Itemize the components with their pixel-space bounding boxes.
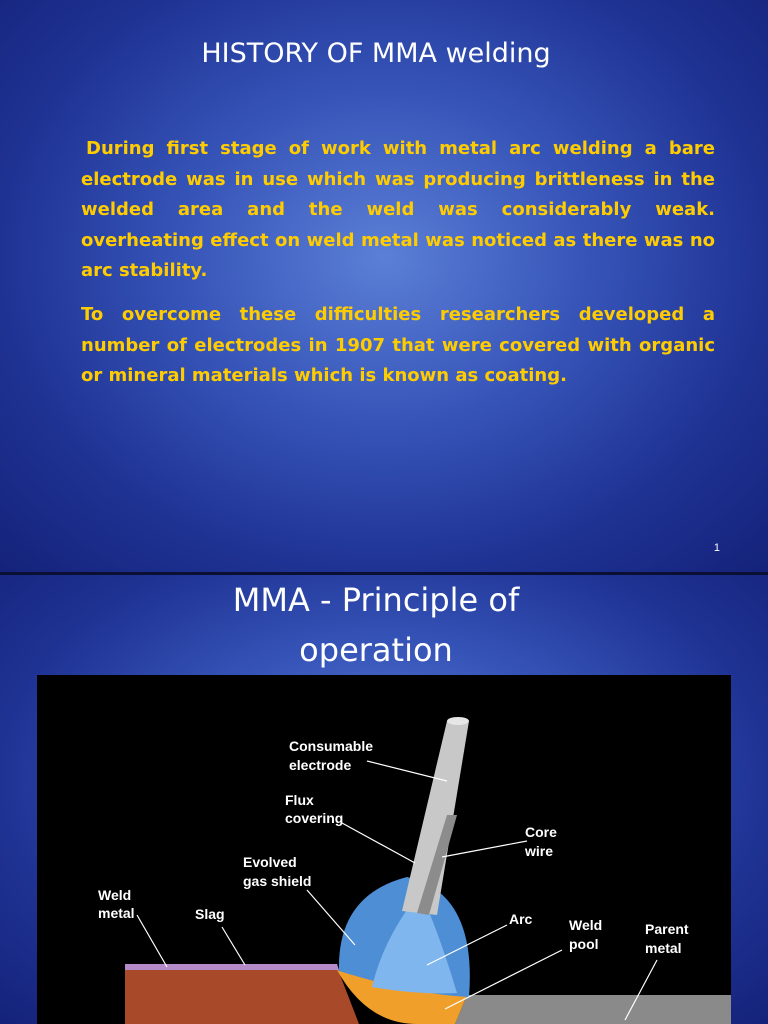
paragraph-history: During first stage of work with metal arc welding a bare electrode was in use which was producing brittleness in the welded area and the weld was considerably weak. overheating effect on weld metal was noticed as there was no arc stability. (81, 138, 715, 282)
label-weld-metal-1: Weld (98, 887, 132, 903)
label-weld-metal-2: metal (98, 905, 135, 921)
parent-metal-region (455, 995, 731, 1024)
label-flux-covering-2: covering (285, 810, 344, 826)
paragraph-coating: To overcome these difficulties researchers developed a number of electrodes in 1907 that were covered with organic or mineral materials which is known as coating. (81, 304, 715, 387)
electrode-tip (447, 717, 469, 725)
page-number: 1 (713, 542, 720, 554)
label-slag: Slag (195, 906, 225, 922)
label-evolved-gas-shield-2: gas shield (243, 873, 312, 889)
slide-title (0, 575, 752, 675)
label-core-wire-1: Core (525, 824, 557, 840)
label-evolved-gas-shield-1: Evolved (243, 854, 297, 870)
label-consumable-electrode-2: electrode (289, 757, 352, 773)
label-weld-pool-2: pool (569, 936, 599, 952)
mma-diagram (37, 675, 731, 1024)
weld-metal-region (125, 967, 359, 1024)
label-arc: Arc (509, 911, 533, 927)
title-line-1: MMA - Principle of (232, 581, 520, 619)
slide-title: HISTORY OF MMA welding (201, 38, 551, 69)
slide-2 (0, 575, 768, 1024)
label-core-wire-2: wire (525, 843, 554, 859)
label-flux-covering-1: Flux (285, 792, 314, 808)
title-line-2: operation (299, 631, 453, 669)
slag-layer (125, 964, 339, 970)
label-consumable-electrode-1: Consumable (289, 738, 374, 754)
label-parent-metal-2: metal (645, 940, 682, 956)
label-weld-pool-1: Weld (569, 917, 603, 933)
label-parent-metal-1: Parent (645, 921, 689, 937)
mma-diagram-svg (37, 675, 731, 1024)
